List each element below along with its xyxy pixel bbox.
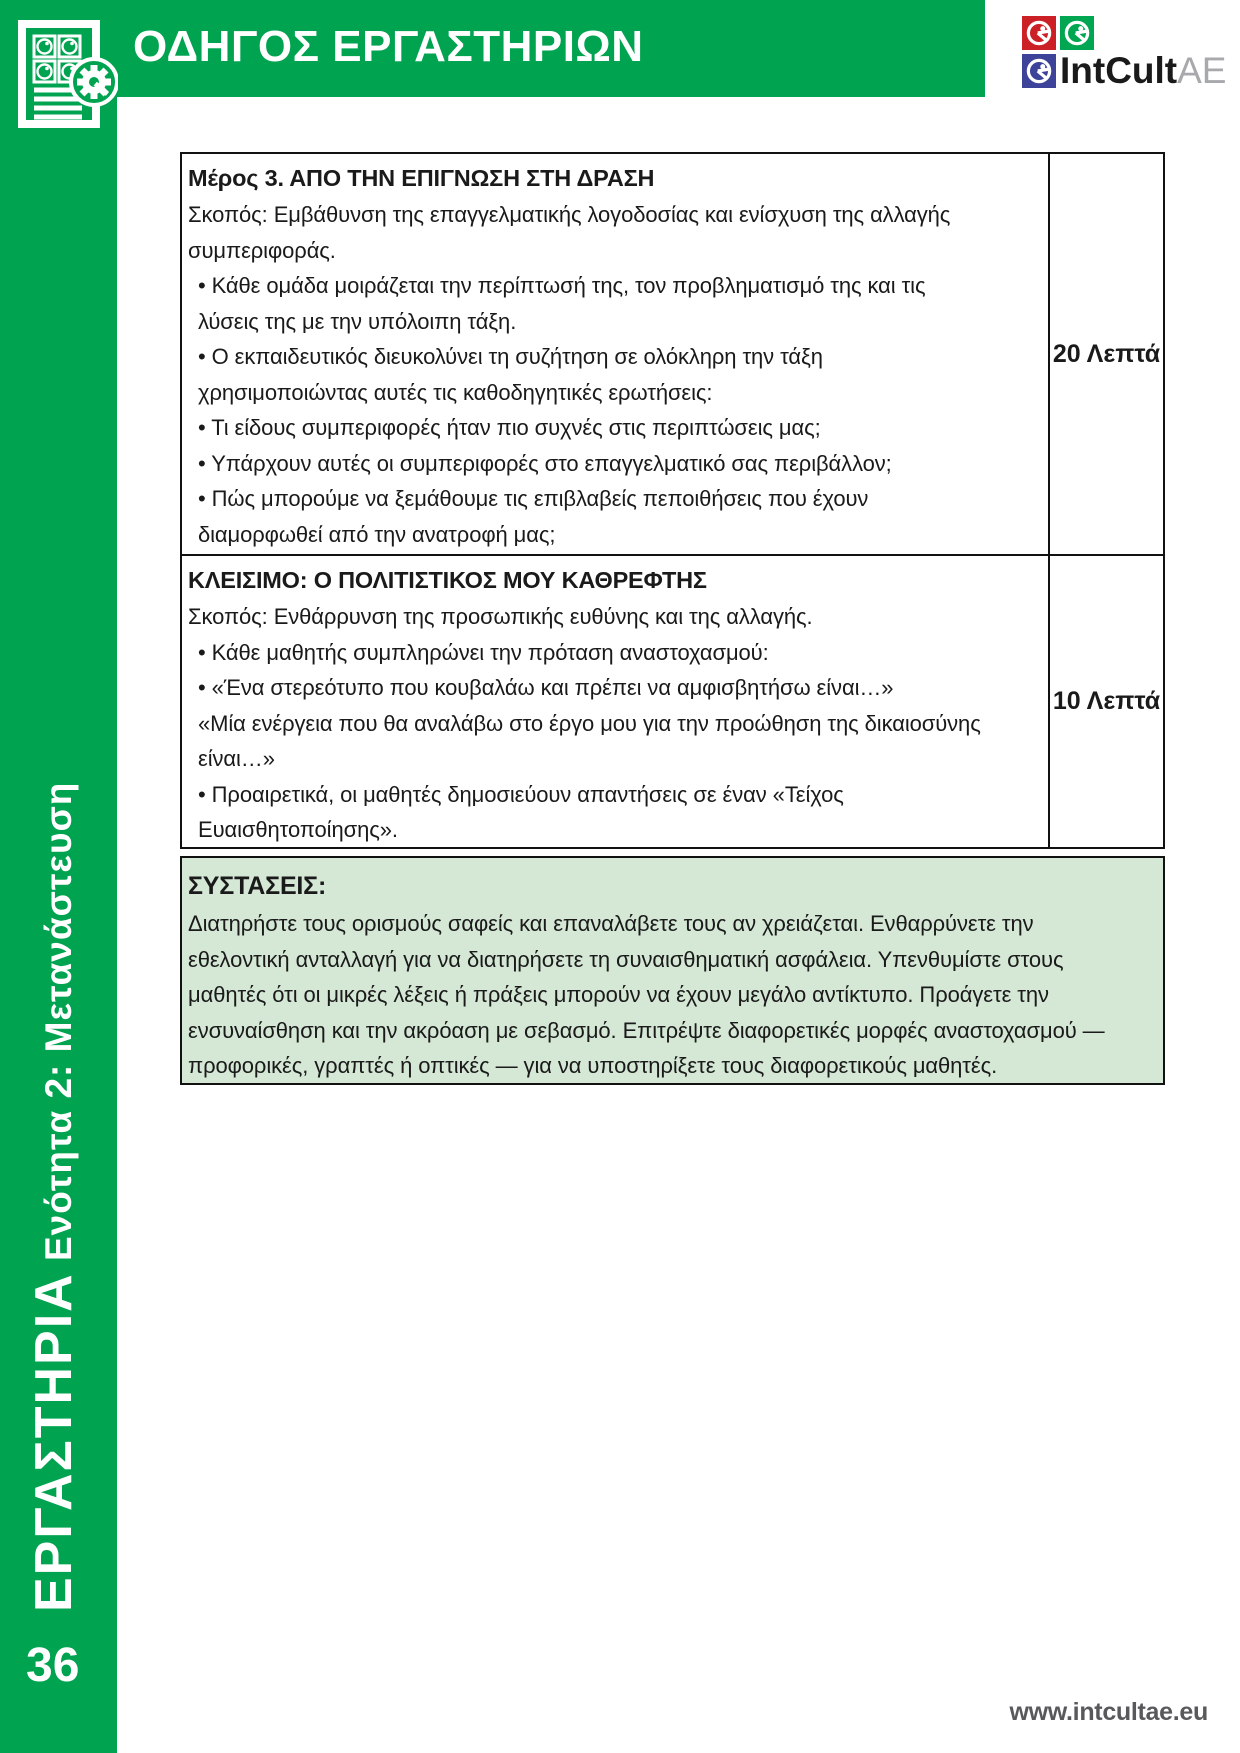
table-row-closing <box>182 556 1163 847</box>
part3-content-cell <box>182 154 1050 554</box>
footer-website-url: www.intcultae.eu <box>1009 1698 1208 1726</box>
part3-title: Μέρος 3. ΑΠΟ ΤΗΝ ΕΠΙΓΝΩΣΗ ΣΤΗ ΔΡΑΣΗ <box>188 165 655 191</box>
part3-line: • Πώς μπορούμε να ξεμάθουμε τις επιβλαβείς πεποιθήσεις που έχουν <box>198 486 869 511</box>
page-number: 36 <box>26 1639 80 1692</box>
brand-text-bold: IntCult <box>1060 50 1178 91</box>
brand-text-light: AE <box>1177 50 1227 91</box>
table-row-part3 <box>182 154 1163 556</box>
closing-line: Σκοπός: Ενθάρρυνση της προσωπικής ευθύνης και της αλλαγής. <box>188 604 813 629</box>
closing-title: ΚΛΕΙΣΙΜΟ: Ο ΠΟΛΙΤΙΣΤΙΚΟΣ ΜΟΥ ΚΑΘΡΕΦΤΗΣ <box>188 567 707 593</box>
recommendations-title: ΣΥΣΤΑΣΕΙΣ: <box>188 872 327 900</box>
recommendations-line: ενσυναίσθηση και την ακρόαση με σεβασμό. Επιτρέψτε διαφορετικές μορφές αναστοχασμού — <box>188 1017 1105 1043</box>
workshop-guide-logo-icon <box>14 16 118 132</box>
recommendations-line: μαθητές ότι οι μικρές λέξεις ή πράξεις μπορούν να έχουν μεγάλο αντίκτυπο. Προάγετε την <box>188 982 1049 1007</box>
part3-line: συμπεριφοράς. <box>188 237 336 263</box>
sidebar-label-workshops: ΕΡΓΑΣΤΗΡΙΑ <box>25 1272 83 1612</box>
part3-line: διαμορφωθεί από την ανατροφή μας; <box>198 521 556 547</box>
workshop-table <box>180 152 1165 849</box>
part3-duration: 20 Λεπτά <box>1052 339 1161 368</box>
closing-line: • Κάθε μαθητής συμπληρώνει την πρόταση αναστοχασμού: <box>198 639 769 665</box>
logo-green-face-icon <box>1060 16 1094 50</box>
recommendations-line: εθελοντική ανταλλαγή για να διατηρήσετε τη συναισθηματική ασφάλεια. Υπενθυμίστε στους <box>188 946 1064 972</box>
brand-wordmark <box>1060 50 1227 91</box>
closing-content-cell <box>182 556 1050 847</box>
part3-line: • Κάθε ομάδα μοιράζεται την περίπτωσή της, τον προβληματισμό της και τις <box>198 273 926 298</box>
recommendations-box <box>180 856 1165 1085</box>
part3-line: • Υπάρχουν αυτές οι συμπεριφορές στο επαγγελματικό σας περιβάλλον; <box>198 450 892 476</box>
gear-icon <box>71 59 117 105</box>
part3-line: λύσεις της με την υπόλοιπη τάξη. <box>198 308 517 334</box>
part3-line: • Ο εκπαιδευτικός διευκολύνει τη συζήτηση σε ολόκληρη την τάξη <box>198 344 823 369</box>
part3-line: Σκοπός: Εμβάθυνση της επαγγελματικής λογοδοσίας και ενίσχυση της αλλαγής <box>188 202 951 227</box>
sidebar-vertical-label <box>24 782 84 1612</box>
intcultae-logo <box>1022 16 1226 92</box>
recommendations-line: προφορικές, γραπτές ή οπτικές — για να υποστηρίξετε τους διαφορετικούς μαθητές. <box>188 1053 998 1078</box>
part3-line: • Τι είδους συμπεριφορές ήταν πιο συχνές στις περιπτώσεις μας; <box>198 415 821 440</box>
recommendations-line: Διατηρήστε τους ορισμούς σαφείς και επαναλάβετε τους αν χρειάζεται. Ενθαρρύνετε την <box>188 911 1034 936</box>
page-title: ΟΔΗΓΟΣ ΕΡΓΑΣΤΗΡΙΩΝ <box>133 22 644 71</box>
closing-duration: 10 Λεπτά <box>1052 687 1161 715</box>
closing-line: Ευαισθητοποίησης». <box>198 817 398 842</box>
logo-red-face-icon <box>1022 16 1056 50</box>
logo-blue-face-icon <box>1022 54 1056 88</box>
sidebar-label-unit: Ενότητα 2: Μετανάστευση <box>38 781 79 1273</box>
closing-line: • «Ένα στερεότυπο που κουβαλάω και πρέπει να αμφισβητήσω είναι…» <box>198 675 894 700</box>
closing-line: «Μία ενέργεια που θα αναλάβω στο έργο μου για την προώθηση της δικαιοσύνης <box>198 710 981 736</box>
closing-line: • Προαιρετικά, οι μαθητές δημοσιεύουν απαντήσεις σε έναν «Τείχος <box>198 781 844 807</box>
part3-line: χρησιμοποιώντας αυτές τις καθοδηγητικές ερωτήσεις: <box>198 379 713 405</box>
closing-line: είναι…» <box>198 746 275 771</box>
